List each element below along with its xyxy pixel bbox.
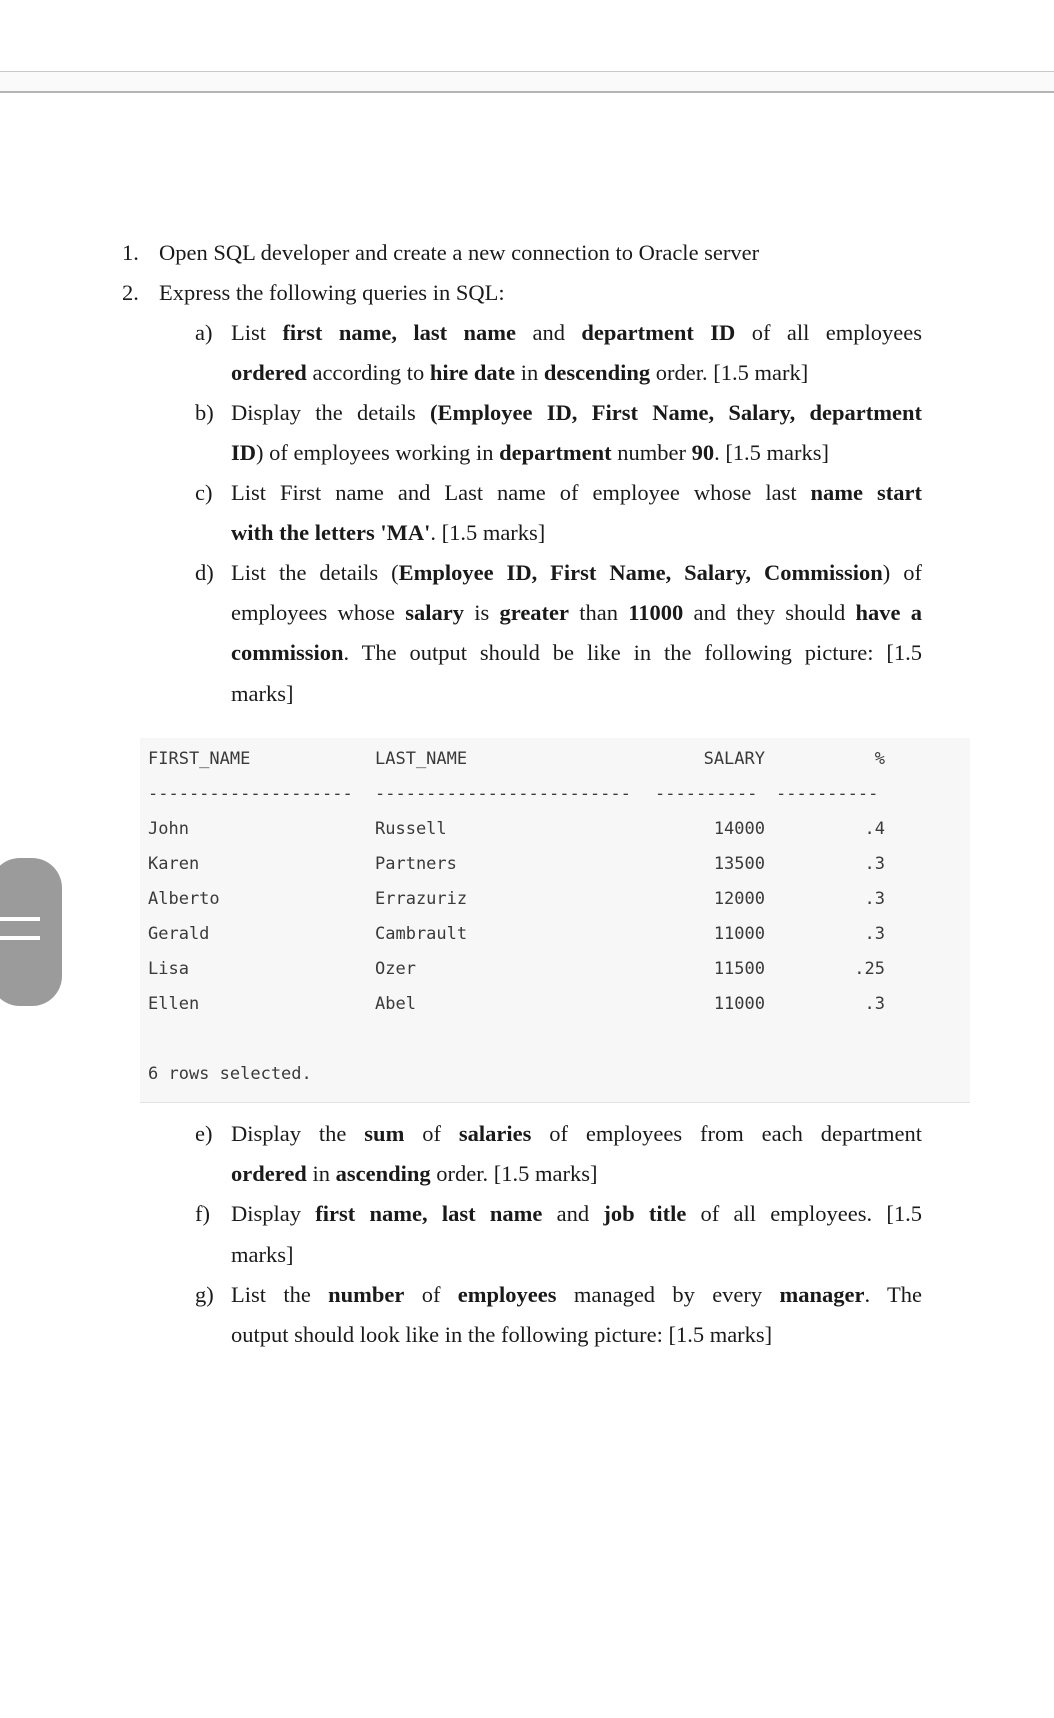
part-g-line-2: output should look like in the following picture: [1.5 marks] <box>231 1322 773 1347</box>
question-1 <box>122 239 760 267</box>
side-drag-handle[interactable] <box>0 858 62 1006</box>
question-number: 2. <box>122 280 139 305</box>
part-e-line-1: Display the sum of salaries of employees from each department <box>231 1121 923 1146</box>
cell-commission: .4 <box>864 819 885 839</box>
cell-commission: .3 <box>864 889 885 909</box>
cell-last-name: Russell <box>375 819 447 839</box>
part-d-line-1: List the details (Employee ID, First Name, Salary, Commission) of <box>231 560 922 585</box>
cell-salary: 11000 <box>713 994 765 1014</box>
cell-first-name: Alberto <box>148 889 220 909</box>
part-b-line-2: ID) of employees working in department number 90. [1.5 marks] <box>231 440 830 465</box>
header-separator: -------------------- <box>148 784 353 804</box>
cell-salary: 14000 <box>713 819 765 839</box>
part-c-line-1: List First name and Last name of employee whose last name start <box>231 480 922 505</box>
cell-last-name: Abel <box>375 994 416 1014</box>
rows-selected-footer: 6 rows selected. <box>148 1064 312 1084</box>
handle-grip-line <box>0 917 40 921</box>
cell-first-name: John <box>148 819 189 839</box>
cell-commission: .25 <box>854 959 885 979</box>
part-f-line-2: marks] <box>231 1242 294 1267</box>
part-d-label: d) <box>195 560 214 585</box>
cell-last-name: Ozer <box>375 959 416 979</box>
col-header-first-name: FIRST_NAME <box>148 749 251 769</box>
question-2 <box>122 279 505 307</box>
cell-commission: .3 <box>864 924 885 944</box>
header-separator: ------------------------- <box>375 784 631 804</box>
cell-first-name: Ellen <box>148 994 200 1014</box>
header-separator: ---------- <box>655 784 758 804</box>
cell-last-name: Errazuriz <box>375 889 468 909</box>
cell-salary: 13500 <box>713 854 765 874</box>
part-g-label: g) <box>195 1282 214 1307</box>
part-d-line-3: commission. The output should be like in the following picture: [1.5 <box>231 640 922 665</box>
part-c-line-2: with the letters 'MA'. [1.5 marks] <box>231 520 546 545</box>
cell-first-name: Lisa <box>148 959 189 979</box>
top-toolbar-strip <box>0 71 1054 93</box>
col-header-last-name: LAST_NAME <box>375 749 468 769</box>
handle-grip-line <box>0 936 40 940</box>
question-number: 1. <box>122 240 139 265</box>
part-a-line-2: ordered according to hire date in descending order. [1.5 mark] <box>231 360 809 385</box>
part-g-line-1: List the number of employees managed by every manager. The <box>231 1282 923 1307</box>
part-c-label: c) <box>195 480 213 505</box>
part-a-line-1: List first name, last name and department ID of all employees <box>231 320 922 345</box>
cell-salary: 12000 <box>713 889 765 909</box>
col-header-salary: SALARY <box>703 749 765 769</box>
cell-commission: .3 <box>864 994 885 1014</box>
part-d-line-4: marks] <box>231 681 294 706</box>
question-text: Express the following queries in SQL: <box>159 280 505 305</box>
cell-salary: 11000 <box>713 924 765 944</box>
cell-first-name: Gerald <box>148 924 210 944</box>
col-header-commission: % <box>874 749 885 769</box>
header-separator: ---------- <box>776 784 879 804</box>
part-d-line-2: employees whose salary is greater than 11000 and they should have a <box>231 600 923 625</box>
cell-salary: 11500 <box>713 959 765 979</box>
part-f-line-1: Display first name, last name and job title of all employees. [1.5 <box>231 1201 922 1226</box>
question-text: Open SQL developer and create a new connection to Oracle server <box>159 240 760 265</box>
cell-commission: .3 <box>864 854 885 874</box>
part-b-line-1: Display the details (Employee ID, First Name, Salary, department <box>231 400 922 425</box>
part-b-label: b) <box>195 400 214 425</box>
part-e-label: e) <box>195 1121 213 1146</box>
part-f-label: f) <box>195 1201 210 1226</box>
cell-first-name: Karen <box>148 854 200 874</box>
cell-last-name: Cambrault <box>375 924 468 944</box>
cell-last-name: Partners <box>375 854 457 874</box>
part-e-line-2: ordered in ascending order. [1.5 marks] <box>231 1161 598 1186</box>
part-a-label: a) <box>195 320 213 345</box>
